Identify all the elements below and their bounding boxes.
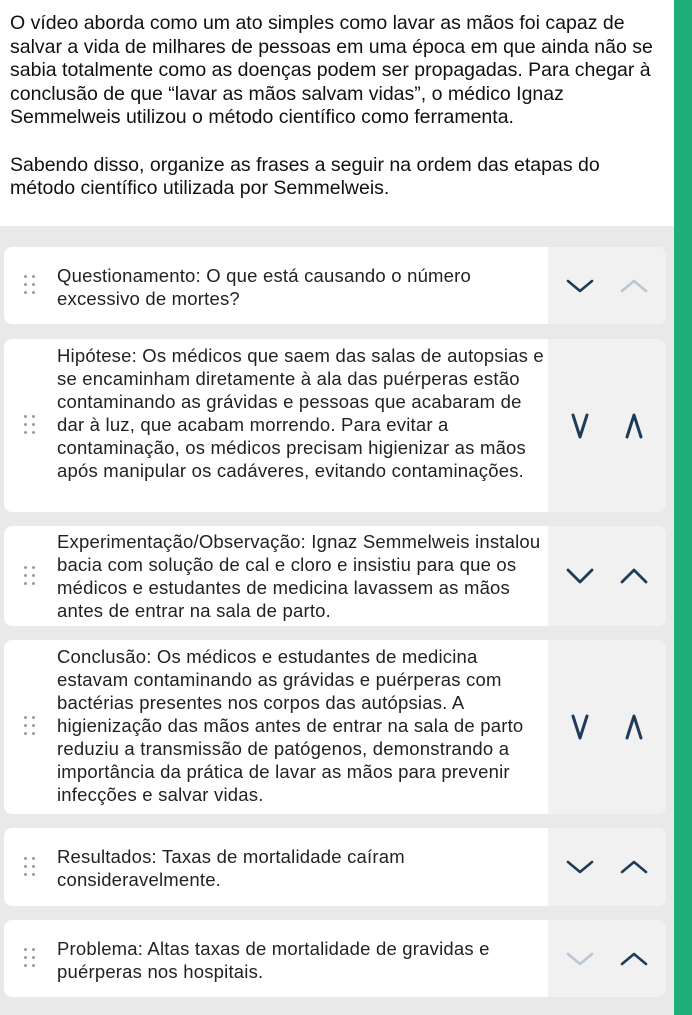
drag-handle-icon[interactable] — [24, 857, 38, 877]
move-up-button[interactable] — [614, 409, 654, 443]
move-up-button[interactable] — [614, 269, 654, 303]
reorder-controls — [548, 339, 666, 512]
move-down-button[interactable] — [560, 942, 600, 976]
move-up-button[interactable] — [614, 559, 654, 593]
chevron-up-icon — [619, 567, 649, 585]
move-down-button[interactable] — [560, 850, 600, 884]
reorder-controls — [548, 640, 666, 814]
move-up-button[interactable] — [614, 710, 654, 744]
chevron-down-icon — [565, 952, 595, 966]
chevron-up-icon — [619, 952, 649, 966]
item-text: Questionamento: O que está causando o número excessivo de mortes? — [57, 265, 472, 309]
reorder-controls — [548, 247, 666, 324]
drag-handle-icon[interactable] — [24, 275, 38, 295]
sortable-item[interactable] — [4, 920, 666, 997]
item-text: Resultados: Taxas de mortalidade caíram consideravelmente. — [57, 846, 405, 890]
chevron-down-icon — [570, 412, 590, 440]
move-down-button[interactable] — [560, 269, 600, 303]
item-text: Conclusão: Os médicos e estudantes de medicina estavam contaminando as grávidas e puérperas com bactérias presentes nos corpos das autópsias. A higienização das mãos antes de entrar na sala de parto reduziu a transmissão de patógenos, demonstrando a importância da prática de lavar as mãos para prevenir infecções e salvar vidas. — [57, 646, 524, 805]
question-paragraph-1: O vídeo aborda como um ato simples como lavar as mãos foi capaz de salvar a vida de milhares de pessoas em uma época em que ainda não se sabia totalmente como as doenças podem ser propagadas. Para chegar à conclusão de que “lavar as mãos salvam vidas”, o médico Ignaz Semmelweis utilizou o método científico como ferramenta. — [10, 12, 653, 128]
question-paragraph-2: Sabendo disso, organize as frases a seguir na ordem das etapas do método científico utilizada por Semmelweis. — [10, 153, 600, 199]
chevron-down-icon — [565, 860, 595, 874]
move-up-button[interactable] — [614, 850, 654, 884]
drag-handle-icon[interactable] — [24, 415, 38, 435]
chevron-up-icon — [619, 860, 649, 874]
drag-handle-icon[interactable] — [24, 948, 38, 968]
sortable-item[interactable] — [4, 339, 666, 512]
reorder-controls — [548, 526, 666, 626]
sortable-item[interactable] — [4, 526, 666, 626]
item-text: Problema: Altas taxas de mortalidade de gravidas e puérperas nos hospitais. — [57, 938, 490, 982]
sortable-item[interactable] — [4, 828, 666, 906]
chevron-down-icon — [565, 567, 595, 585]
question-panel — [0, 0, 674, 226]
reorder-controls — [548, 920, 666, 997]
sortable-item[interactable] — [4, 640, 666, 814]
drag-handle-icon[interactable] — [24, 716, 38, 736]
chevron-up-icon — [624, 713, 644, 741]
sortable-item[interactable] — [4, 247, 666, 324]
move-down-button[interactable] — [560, 409, 600, 443]
move-up-button[interactable] — [614, 942, 654, 976]
drag-handle-icon[interactable] — [24, 566, 38, 586]
move-down-button[interactable] — [560, 710, 600, 744]
chevron-down-icon — [570, 713, 590, 741]
chevron-up-icon — [624, 412, 644, 440]
right-accent-bar — [674, 0, 692, 1015]
chevron-up-icon — [619, 279, 649, 293]
reorder-controls — [548, 828, 666, 906]
move-down-button[interactable] — [560, 559, 600, 593]
item-text: Experimentação/Observação: Ignaz Semmelweis instalou bacia com solução de cal e cloro e insistiu para que os médicos e estudantes de medicina lavassem as mãos antes de entrar na sala de parto. — [57, 531, 541, 621]
item-text: Hipótese: Os médicos que saem das salas de autopsias e se encaminham diretamente à ala das puérperas estão contaminando as grávidas e pessoas que acabaram de dar à luz, que acabam morrendo. Para evitar a contaminação, os médicos precisam higienizar as mãos após manipular os cadáveres, evitando contaminações. — [57, 345, 544, 481]
chevron-down-icon — [565, 279, 595, 293]
